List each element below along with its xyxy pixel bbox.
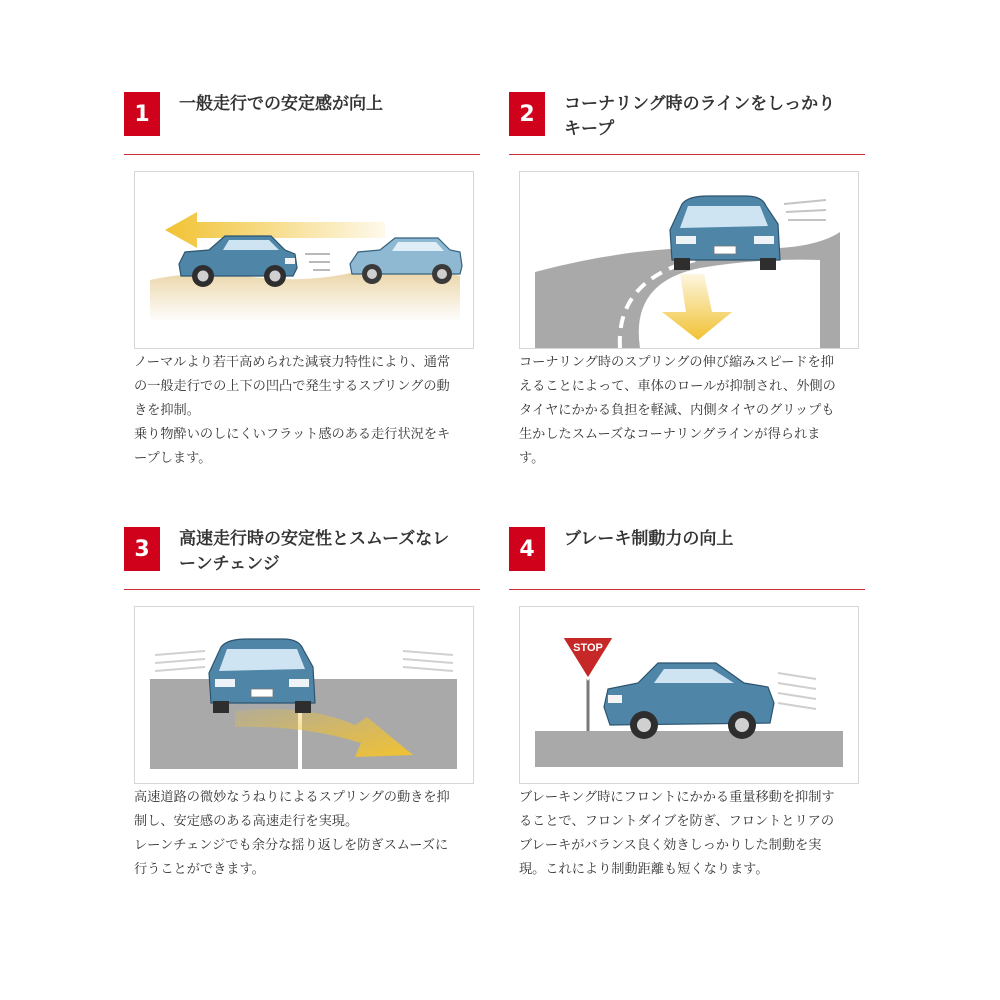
title-divider [124, 154, 480, 155]
feature-card-3 [124, 527, 480, 877]
title-divider [509, 589, 865, 590]
title-divider [509, 154, 865, 155]
card-title-line: ーンチェンジ [179, 554, 280, 574]
description-line: 生かしたスムーズなコーナリングラインが得られま [519, 427, 821, 442]
card-title [564, 92, 864, 142]
stop-sign-text: STOP [573, 642, 603, 654]
card-title-line: キープ [564, 119, 615, 139]
description-line: 現。これにより制動距離も短くなります。 [519, 862, 769, 877]
card-title-line: コーナリング時のラインをしっかり [564, 94, 836, 114]
card-description [519, 351, 864, 471]
description-line: レーンチェンジでも余分な揺り返しを防ぎスムーズに [134, 838, 449, 853]
title-divider [124, 589, 480, 590]
description-line: ブレーキがバランス良く効きしっかりした制動を実 [519, 838, 822, 853]
number-badge: 1 [124, 92, 160, 136]
illustration-lane-change [134, 606, 474, 784]
number-badge: 2 [509, 92, 545, 136]
card-title-line: 高速走行時の安定性とスムーズなレ [179, 529, 450, 549]
car-icon [209, 639, 315, 713]
card-description [134, 786, 479, 882]
card-description [134, 351, 479, 471]
card-description [519, 786, 864, 882]
description-line: タイヤにかかる負担を軽減、内側タイヤのグリップも [519, 403, 835, 418]
stop-sign-icon [562, 637, 614, 731]
feature-card-2 [509, 92, 865, 466]
description-line: 高速道路の微妙なうねりによるスプリングの動きを抑 [134, 790, 450, 805]
card-header [509, 527, 865, 587]
card-title [179, 527, 479, 577]
description-line: ブレーキング時にフロントにかかる重量移動を抑制す [519, 790, 835, 805]
description-line: えることによって、車体のロールが抑制され、外側の [519, 379, 836, 394]
description-line: の一般走行での上下の凹凸で発生するスプリングの動 [134, 379, 450, 394]
description-line: 乗り物酔いのしにくいフラット感のある走行状況をキ [134, 427, 451, 442]
description-line: ノーマルより若干高められた減衰力特性により、通常 [134, 355, 451, 370]
card-title [179, 92, 479, 117]
car-icon [604, 663, 774, 739]
description-line: す。 [519, 451, 545, 466]
description-line: ープします。 [134, 451, 212, 466]
description-line: 制し、安定感のある高速走行を実現。 [134, 814, 359, 829]
description-line: ることで、フロントダイブを防ぎ、フロントとリアの [519, 814, 835, 829]
card-header [124, 92, 480, 152]
feature-card-1 [124, 92, 480, 466]
card-header [124, 527, 480, 587]
feature-card-4 [509, 527, 865, 877]
number-badge: 3 [124, 527, 160, 571]
car-icon [670, 196, 780, 270]
illustration-flat-ride [134, 171, 474, 349]
illustration-cornering [519, 171, 859, 349]
description-line: 行うことができます。 [134, 862, 265, 877]
card-title [564, 527, 864, 552]
description-line: コーナリング時のスプリングの伸び縮みスピードを抑 [519, 355, 834, 370]
illustration-braking [519, 606, 859, 784]
card-title-line: ブレーキ制動力の向上 [564, 529, 734, 549]
description-line: きを抑制。 [134, 403, 200, 418]
card-title-line: 一般走行での安定感が向上 [179, 94, 383, 114]
card-header [509, 92, 865, 152]
number-badge: 4 [509, 527, 545, 571]
